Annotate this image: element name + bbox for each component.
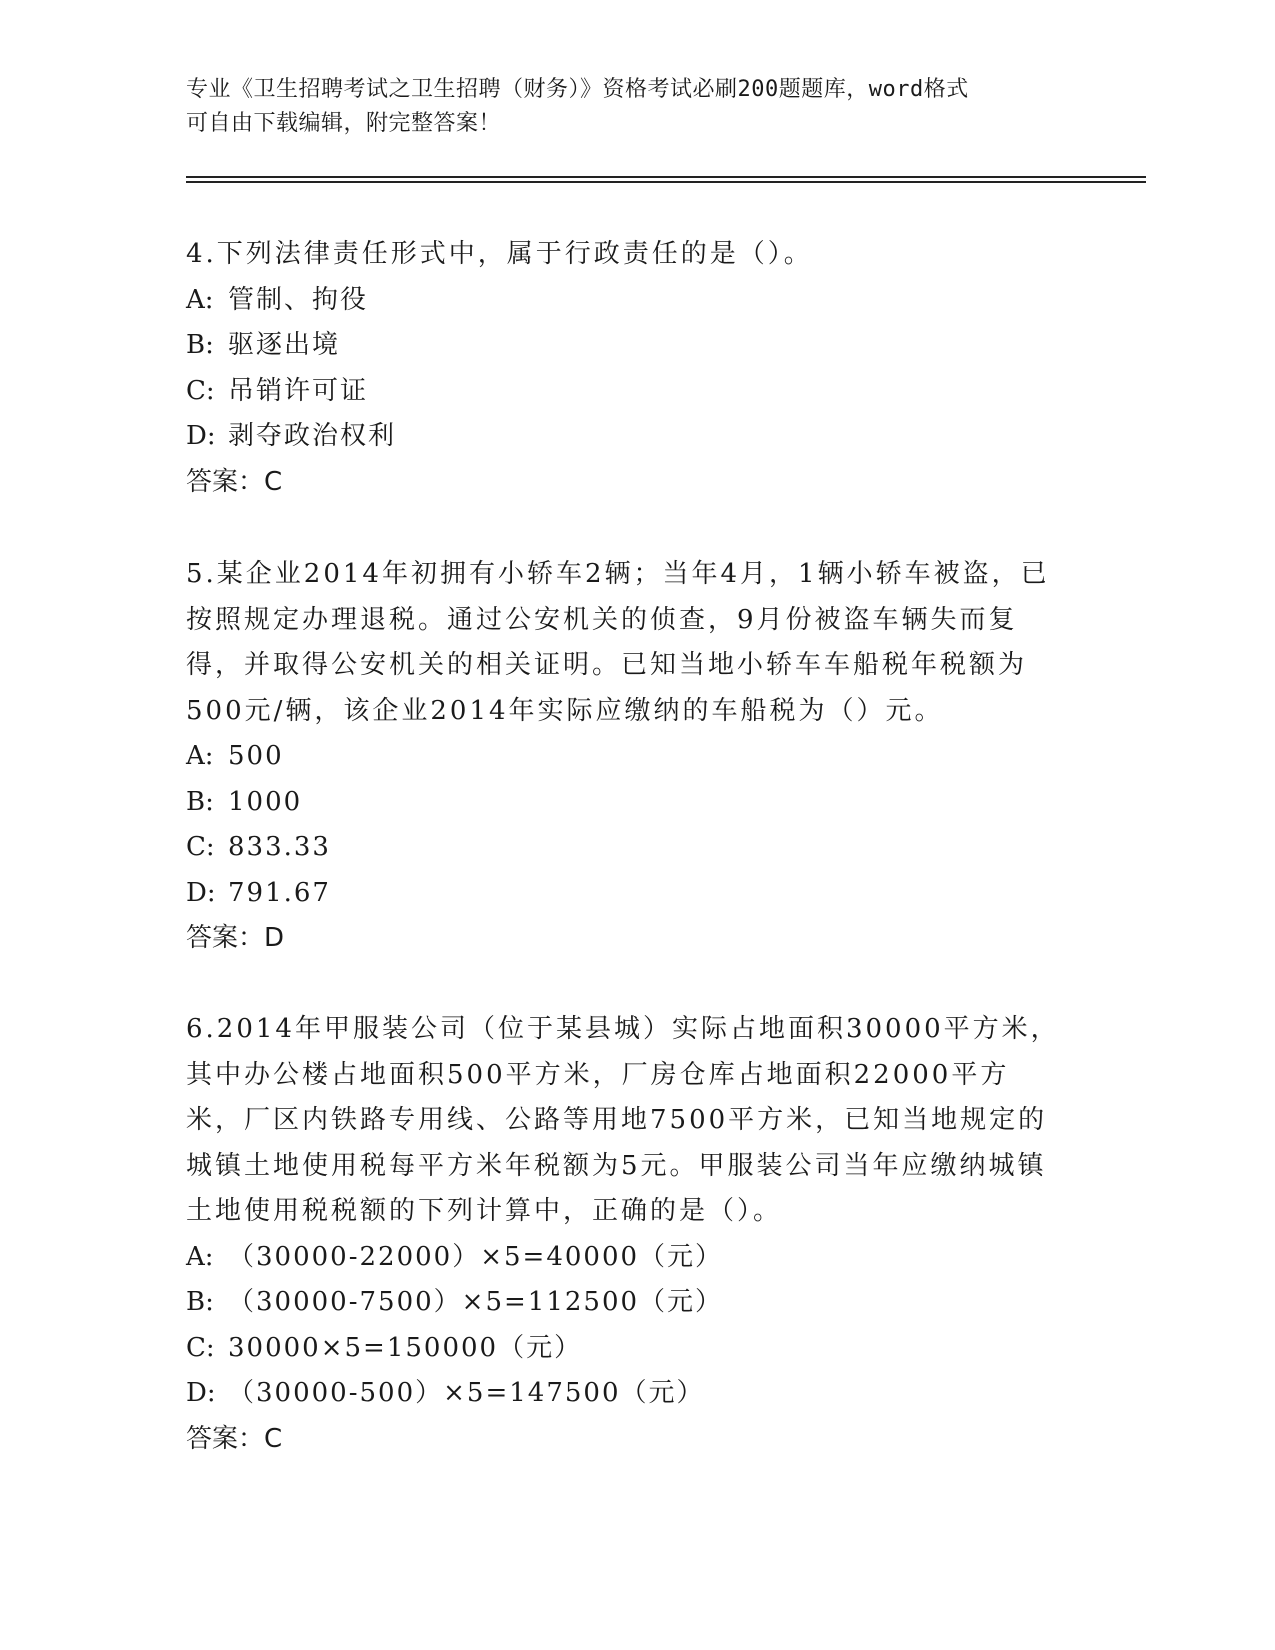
answer-line: 答案：C	[186, 1423, 283, 1454]
option-text: （30000-7500）×5=112500（元）	[228, 1287, 724, 1317]
option-letter: C:	[186, 1332, 215, 1363]
option-letter: D:	[186, 1378, 216, 1408]
option-text: 1000	[228, 786, 303, 817]
option-letter: C:	[186, 832, 215, 862]
document-header	[186, 73, 1066, 141]
question-stem: 6.2014年甲服装公司（位于某县城）实际占地面积30000平方米，其中办公楼占地面积500平方米，厂房仓库占地面积22000平方米，厂区内铁路专用线、公路等用地7500平方米，已知当地规定的城镇土地使用税每平方米年税额为5元。甲服装公司当年应缴纳城镇土地使用税税额的下列计算中，正确的是（）。	[186, 1014, 1060, 1226]
option-letter: A:	[186, 741, 214, 771]
option-b	[186, 323, 1066, 369]
option-text: 30000×5=150000（元）	[228, 1332, 583, 1363]
option-text: 500	[228, 741, 284, 771]
option-letter: D:	[186, 877, 216, 908]
option-b	[186, 780, 1066, 826]
option-a	[186, 278, 1066, 324]
option-text: 驱逐出境	[228, 330, 341, 360]
option-text: 吊销许可证	[228, 375, 369, 406]
option-letter: A:	[186, 284, 214, 315]
option-d	[186, 1371, 1066, 1417]
answer-line: 答案：C	[186, 466, 283, 497]
option-text: （30000-500）×5=147500（元）	[228, 1378, 705, 1408]
option-text: （30000-22000）×5=40000（元）	[228, 1241, 724, 1272]
option-a	[186, 734, 1066, 780]
option-text: 管制、拘役	[228, 284, 369, 315]
option-letter: B:	[186, 786, 214, 817]
option-text: 791.67	[228, 877, 331, 908]
option-b	[186, 1280, 1066, 1326]
option-letter: B:	[186, 330, 214, 360]
option-c	[186, 369, 1066, 415]
question-4	[186, 232, 1066, 505]
header-line-2: 可自由下载编辑，附完整答案！	[186, 111, 502, 136]
option-c	[186, 825, 1066, 871]
option-text: 833.33	[228, 832, 331, 862]
option-text: 剥夺政治权利	[228, 421, 397, 451]
option-c	[186, 1326, 1066, 1372]
option-d	[186, 414, 1066, 460]
answer-line: 答案：D	[186, 923, 285, 953]
option-letter: D:	[186, 421, 216, 451]
header-line-1: 专业《卫生招聘考试之卫生招聘（财务）》资格考试必刷200题题库，word格式	[186, 77, 969, 102]
question-stem: 4.下列法律责任形式中，属于行政责任的是（）。	[186, 239, 813, 269]
option-letter: B:	[186, 1287, 214, 1317]
question-6	[186, 1007, 1066, 1462]
option-d	[186, 871, 1066, 917]
header-divider-bottom	[186, 181, 1146, 183]
question-5	[186, 552, 1066, 962]
header-divider-top	[186, 176, 1146, 178]
option-letter: A:	[186, 1241, 214, 1272]
question-stem: 5.某企业2014年初拥有小轿车2辆；当年4月，1辆小轿车被盗，已按照规定办理退税。通过公安机关的侦查，9月份被盗车辆失而复得，并取得公安机关的相关证明。已知当地小轿车车船税年税额为500元/辆，该企业2014年实际应缴纳的车船税为（）元。	[186, 559, 1050, 726]
option-a	[186, 1235, 1066, 1281]
option-letter: C:	[186, 375, 215, 406]
